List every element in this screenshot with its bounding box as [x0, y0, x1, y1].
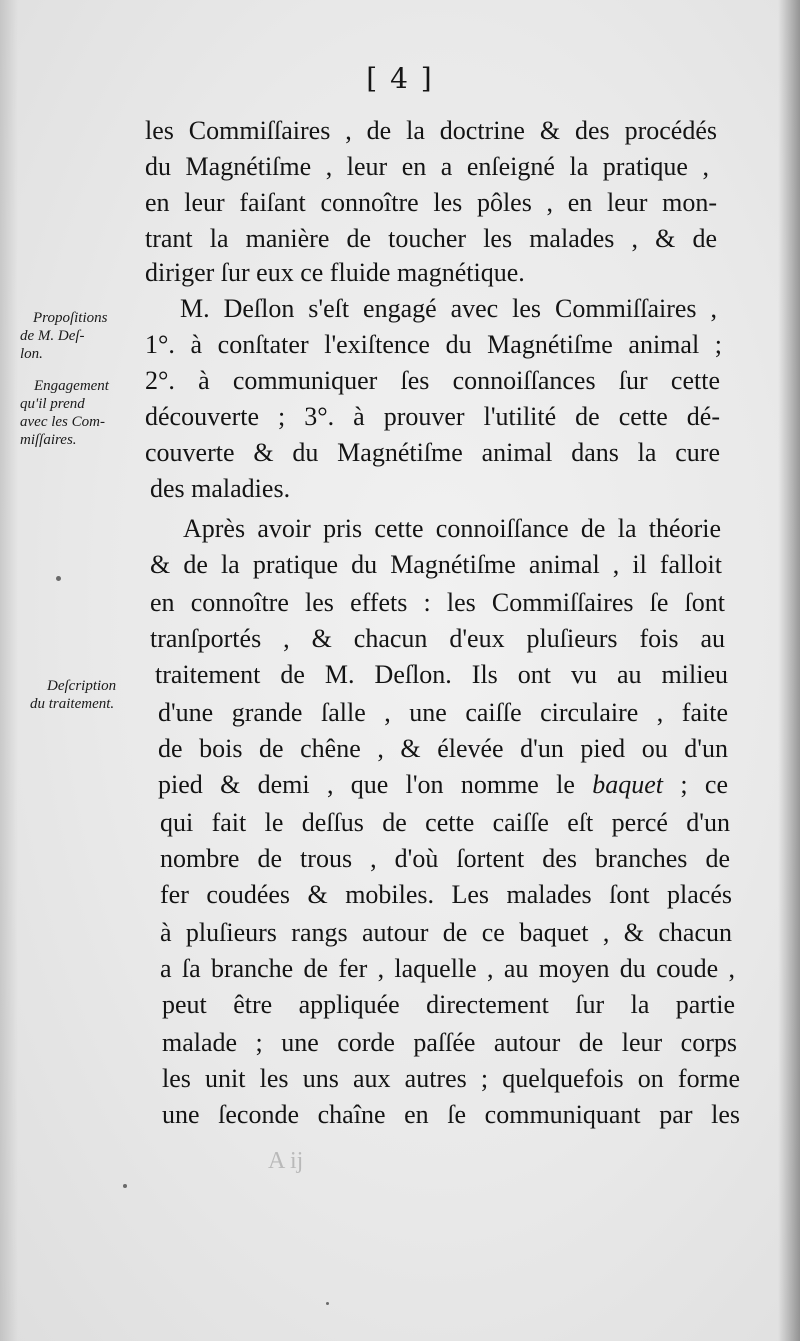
margin-note-line: du traitement. — [30, 696, 115, 712]
page-edge-shadow — [778, 0, 800, 1341]
gutter-shadow — [0, 0, 18, 1341]
body-line: de bois de chêne , & élevée d'un pied ou d'un — [158, 734, 728, 763]
body-line: qui fait le deſſus de cette caiſſe eſt percé d'un — [160, 808, 730, 837]
body-line-with-italic — [158, 770, 728, 800]
page-speck — [56, 576, 61, 581]
margin-note-line: de M. Deſ- — [20, 328, 85, 344]
body-line: M. Deſlon s'eſt engagé avec les Commiſſaires , — [180, 294, 717, 323]
body-text: pied & demi , que l'on nomme le — [158, 770, 593, 799]
margin-note-line: lon. — [20, 346, 43, 362]
body-line: & de la pratique du Magnétiſme animal , il falloit — [150, 550, 722, 579]
body-line: malade ; une corde paſſée autour de leur corps — [162, 1028, 737, 1057]
body-line: découverte ; 3°. à prouver l'utilité de cette dé- — [145, 402, 720, 431]
body-line: les unit les uns aux autres ; quelquefois on forme — [162, 1064, 740, 1093]
margin-note-line: miſſaires. — [20, 432, 77, 448]
body-line: 2°. à communiquer ſes connoiſſances ſur cette — [145, 366, 720, 395]
body-text: ; ce — [663, 770, 728, 799]
page-speck — [326, 1302, 329, 1305]
body-line: trant la manière de toucher les malades , & de — [145, 224, 717, 253]
margin-note-line: qu'il prend — [20, 396, 85, 412]
body-line: fer coudées & mobiles. Les malades ſont placés — [160, 880, 732, 909]
signature-mark: A ij — [268, 1148, 304, 1174]
body-line: Après avoir pris cette connoiſſance de la théorie — [183, 514, 721, 543]
page-number: [ 4 ] — [366, 62, 434, 95]
body-line: diriger ſur eux ce fluide magnétique. — [145, 258, 525, 287]
body-line: peut être appliquée directement ſur la partie — [162, 990, 735, 1019]
body-line: en connoître les effets : les Commiſſaires ſe ſont — [150, 588, 725, 617]
margin-note-line: Deſcription — [47, 678, 117, 694]
body-line: des maladies. — [150, 474, 291, 503]
body-line: à pluſieurs rangs autour de ce baquet , & chacun — [160, 918, 732, 947]
margin-note-line: Engagement — [34, 378, 109, 394]
body-line: 1°. à conſtater l'exiſtence du Magnétiſme animal ; — [145, 330, 722, 359]
body-line: tranſportés , & chacun d'eux pluſieurs fois au — [150, 624, 725, 653]
body-line: nombre de trous , d'où ſortent des branches de — [160, 844, 730, 873]
margin-note-line: Propoſitions — [33, 310, 108, 326]
italic-term: baquet — [592, 770, 664, 799]
body-line: traitement de M. Deſlon. Ils ont vu au milieu — [155, 660, 728, 689]
page-speck — [123, 1184, 127, 1188]
margin-note-line: avec les Com- — [20, 414, 105, 430]
body-line: du Magnétiſme , leur en a enſeigné la pratique , — [145, 152, 709, 181]
body-line: a ſa branche de fer , laquelle , au moyen du coude , — [160, 954, 735, 983]
body-line: une ſeconde chaîne en ſe communiquant par les — [162, 1100, 740, 1129]
body-line: couverte & du Magnétiſme animal dans la cure — [145, 438, 720, 467]
body-line: d'une grande ſalle , une caiſſe circulaire , faite — [158, 698, 728, 727]
body-line: en leur faiſant connoître les pôles , en leur mon- — [145, 188, 717, 217]
body-line: les Commiſſaires , de la doctrine & des procédés — [145, 116, 717, 145]
